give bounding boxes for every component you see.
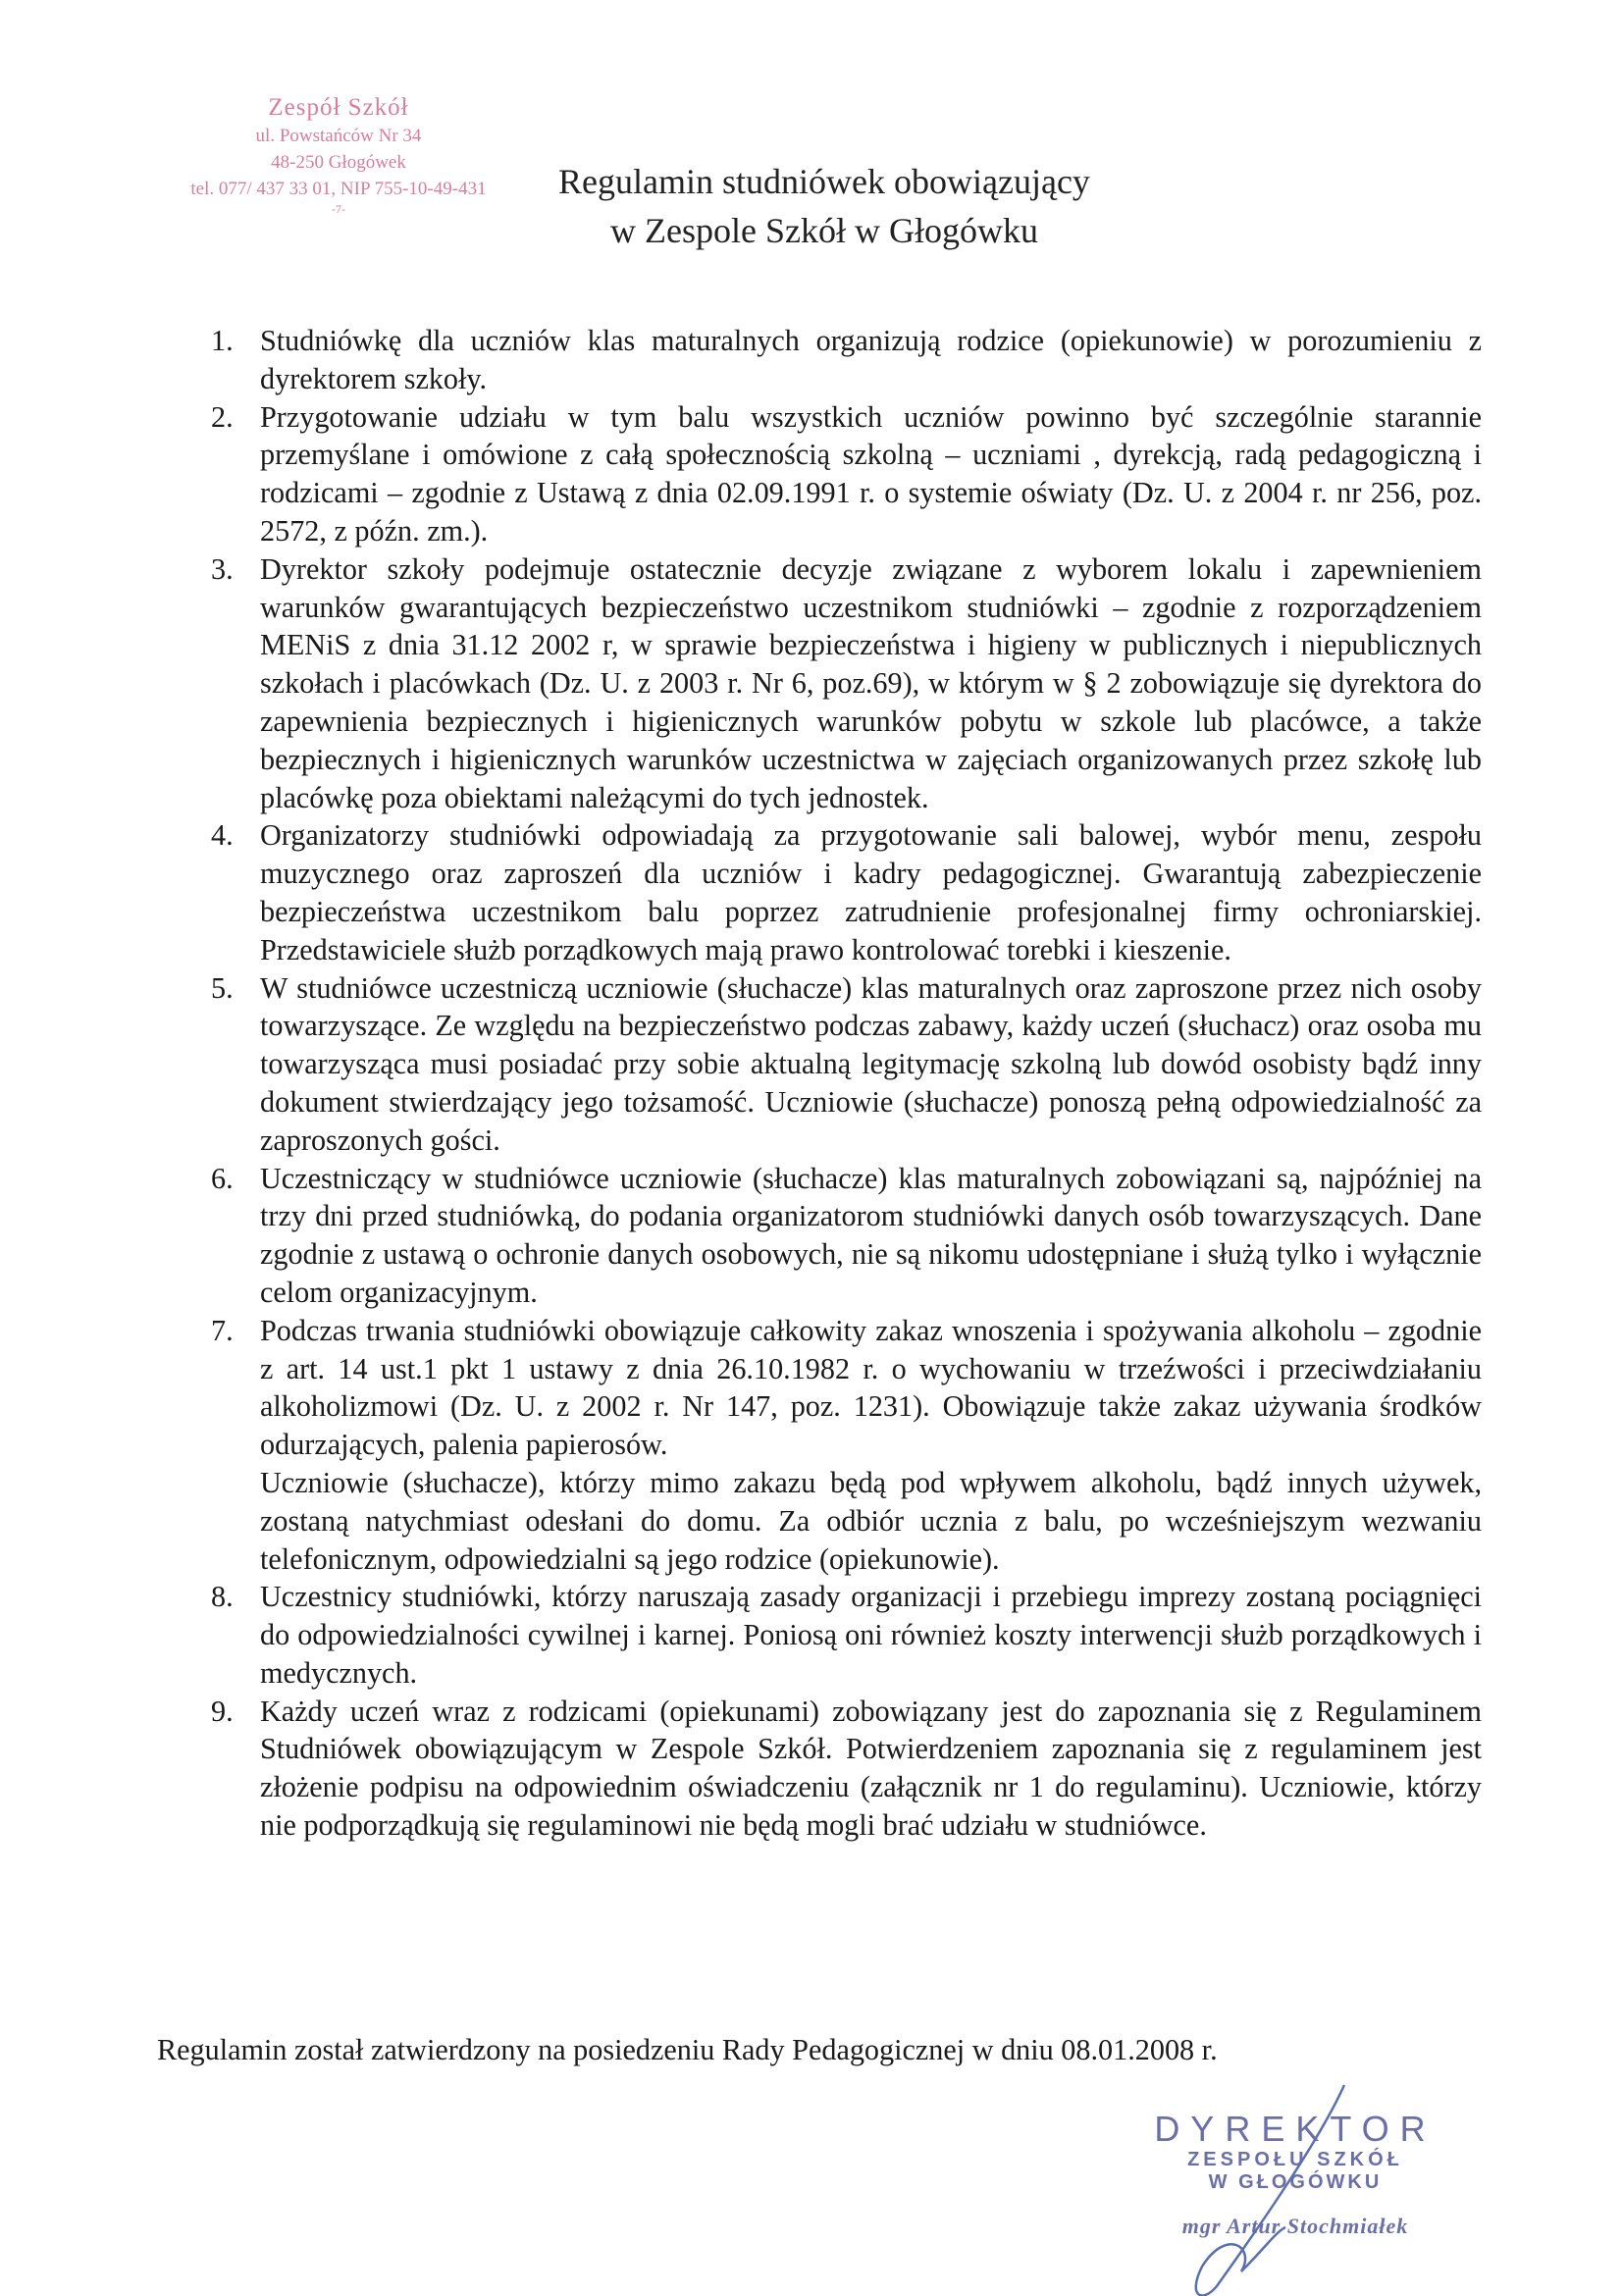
rule-number: 3. — [211, 551, 234, 586]
rule-item — [201, 1693, 1482, 1845]
rule-item — [201, 969, 1482, 1160]
rule-text: Uczestnicy studniówki, którzy naruszają zasady organizacji i przebiegu imprezy zostaną pociągnięci do odpowiedzialności cywilnej i karnej. Poniosą oni również koszty interwencji służb porządkowych i medycznych. — [260, 1580, 1482, 1690]
stamp-phone: tel. 077/ 437 33 01, NIP 755-10-49-431 — [190, 179, 487, 199]
rule-number: 2. — [211, 399, 234, 434]
rule-text: Studniówkę dla uczniów klas maturalnych organizują rodzice (opiekunowie) w porozumieniu z dyrektorem szkoły. — [260, 324, 1482, 395]
rule-number: 7. — [211, 1313, 234, 1347]
rule-text: Podczas trwania studniówki obowiązuje całkowity zakaz wnoszenia i spożywania alkoholu – zgodnie z art. 14 ust.1 pkt 1 ustawy z dnia 26.10.1982 r. o wychowaniu w trzeźwości i przeciwdziałaniu alkoholizmowi (Dz. U. z 2002 r. Nr 147, poz. 1231). Obowiązuje także zakaz używania środków odurzających, palenia papierosów. — [260, 1313, 1482, 1462]
rule-text: Uczestniczący w studniówce uczniowie (słuchacze) klas maturalnych zobowiązani są, najpóźniej na trzy dni przed studniówką, do podania organizatorom studniówki danych osób towarzyszących. Dane zgodnie z ustawą o ochronie danych osobowych, nie są nikomu udostępniane i służą tylko i wyłącznie celom organizacyjnym. — [260, 1161, 1482, 1309]
rule-text: Uczniowie (słuchacze), którzy mimo zakazu będą pod wpływem alkoholu, bądź innych używek, zostaną natychmiast odesłani do domu. Za odbiór ucznia z balu, po wcześniejszym wezwaniu telefonicznym, odpowiedzialni są jego rodzice (opiekunowie). — [260, 1465, 1482, 1576]
title-line-1: Regulamin studniówek obowiązujący — [558, 162, 1090, 201]
title-line-2: w Zespole Szkół w Głogówku — [610, 211, 1038, 250]
rule-text: Dyrektor szkoły podejmuje ostatecznie decyzje związane z wyborem lokalu i zapewnieniem warunków gwarantujących bezpieczeństwo uczestnikom studniówki – zgodnie z rozporządzeniem MENiS z dnia 31.12 2002 r, w sprawie bezpieczeństwa i higieny w publicznych i niepublicznych szkołach i placówkach (Dz. U. z 2003 r. Nr 6, poz.69), w którym w § 2 zobowiązuje się dyrektora do zapewnienia bezpiecznych i higienicznych warunków pobytu w szkole lub placówce, a także bezpiecznych i higienicznych warunków uczestnictwa w zajęciach organizowanych przez szkołę lub placówkę poza obiektami należącymi do tych jednostek. — [260, 551, 1482, 814]
rule-item — [201, 1578, 1482, 1692]
rule-item — [201, 550, 1482, 817]
director-stamp-org: ZESPOŁU SZKÓŁ — [1187, 2149, 1403, 2170]
rule-number: 9. — [211, 1694, 234, 1728]
rule-item — [201, 816, 1482, 968]
rule-text: Każdy uczeń wraz z rodzicami (opiekunami) zobowiązany jest do zapoznania się z Regulaminem Studniówek obowiązującym w Zespole Szkół. Potwierdzeniem zapoznania się z regulaminem jest złożenie podpisu na odpowiednim oświadczeniu (załącznik nr 1 do regulaminu). Uczniowie, którzy nie podporządkują się regulaminowi nie będą mogli brać udziału w studniówce. — [260, 1694, 1482, 1843]
rule-number: 4. — [211, 818, 234, 853]
director-stamp-person: mgr Artur Stochmiałek — [1181, 2214, 1409, 2238]
rule-item — [201, 322, 1482, 398]
rule-number: 8. — [211, 1580, 234, 1614]
stamp-city: 48-250 Głogówek — [271, 152, 406, 173]
stamp-school-name: Zespół Szkół — [268, 94, 409, 121]
rule-text: Przygotowanie udziału w tym balu wszystkich uczniów powinno być szczególnie starannie przemyślane i omówione z całą społecznością szkolną – uczniami , dyrekcją, radą pedagogiczną i rodzicami – zgodnie z Ustawą z dnia 02.09.1991 r. o systemie oświaty (Dz. U. z 2004 r. nr 256, poz. 2572, z późn. zm.). — [260, 399, 1482, 548]
approval-statement: Regulamin został zatwierdzony na posiedzeniu Rady Pedagogicznej w dniu 08.01.2008 r. — [157, 2033, 1218, 2066]
rule-item — [201, 398, 1482, 550]
rule-item — [201, 1160, 1482, 1312]
rule-number: 6. — [211, 1161, 234, 1195]
document-title — [461, 157, 1187, 255]
rule-number: 1. — [211, 324, 234, 357]
rule-item — [201, 1312, 1482, 1579]
rule-text: W studniówce uczestniczą uczniowie (słuchacze) klas maturalnych oraz zaproszone przez nich osoby towarzyszące. Ze względu na bezpieczeństwo podczas zabawy, każdy uczeń (słuchacz) oraz osoba mu towarzysząca musi posiadać przy sobie aktualną legitymację szkolną lub dowód osobisty bądź inny dokument stwierdzający jego tożsamość. Uczniowie (słuchacze) ponoszą pełną odpowiedzialność za zaproszonych gości. — [260, 970, 1482, 1157]
rule-text: Organizatorzy studniówki odpowiadają za przygotowanie sali balowej, wybór menu, zespołu muzycznego oraz zaproszeń dla uczniów i kadry pedagogicznej. Gwarantują zabezpieczenie bezpieczeństwa uczestnikom balu poprzez zatrudnienie profesjonalnej firmy ochroniarskiej. Przedstawiciele służb porządkowych mają prawo kontrolować torebki i kieszenie. — [260, 818, 1482, 966]
signature — [1148, 2080, 1374, 2296]
director-stamp-place: W GŁOGÓWKU — [1208, 2171, 1383, 2193]
rule-number: 5. — [211, 970, 234, 1005]
stamp-street: ul. Powstańców Nr 34 — [255, 126, 422, 146]
stamp-mark: -7- — [332, 202, 345, 216]
school-stamp — [172, 93, 505, 216]
rules-list — [201, 322, 1482, 1845]
signature-stroke — [1196, 2085, 1344, 2296]
director-stamp-title: DYREKTOR — [1154, 2109, 1437, 2149]
